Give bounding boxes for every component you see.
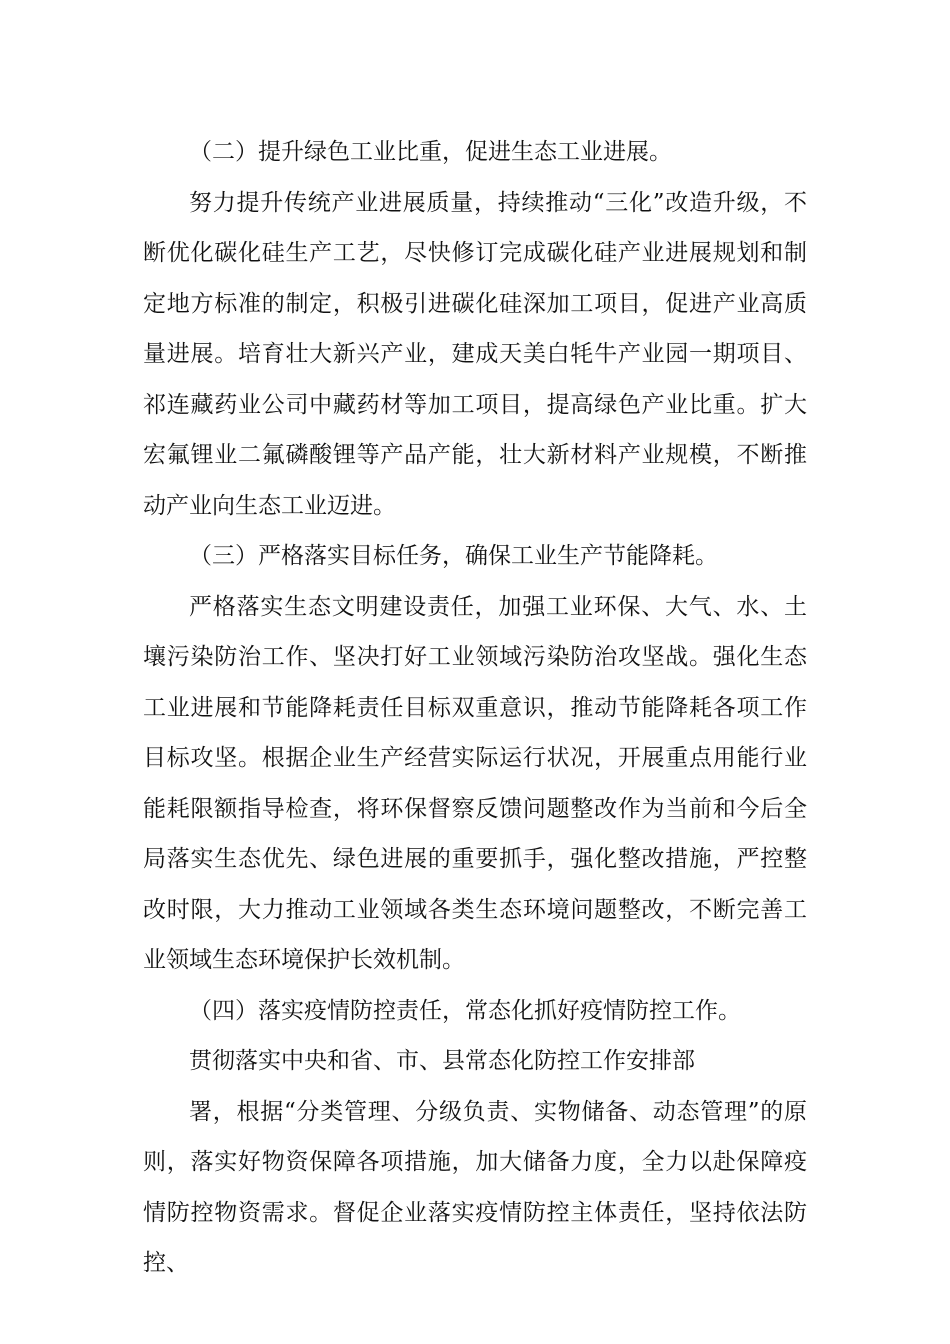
document-body [143,127,807,1289]
body-paragraph: 贯彻落实中央和省、市、县常态化防控工作安排部 [189,1048,695,1074]
body-paragraph: 严格落实生态文明建设责任，加强工业环保、大气、水、土壤污染防治工作、坚决打好工业领域污染防治攻坚战。强化生态工业进展和节能降耗责任目标双重意识，推动节能降耗各项工作目标攻坚。根据企业生产经营实际运行状况，开展重点用能行业能耗限额指导检查，将环保督察反馈问题整改作为当前和今后全局落实生态优先、绿色进展的重要抓手，强化整改措施，严控整改时限，大力推动工业领域各类生态环境问题整改，不断完善工业领域生态环境保护长效机制。 [143,593,807,973]
section-heading-4: （四）落实疫情防控责任，常态化抓好疫情防控工作。 [189,997,741,1024]
body-paragraph: 努力提升传统产业进展质量，持续推动“三化”改造升级，不断优化碳化硅生产工艺，尽快修订完成碳化硅产业进展规划和制定地方标准的制定，积极引进碳化硅深加工项目，促进产业高质量进展。培育壮大新兴产业，建成天美白牦牛产业园一期项目、祁连藏药业公司中藏药材等加工项目，提高绿色产业比重。扩大宏氟锂业二氟磷酸锂等产品产能，壮大新材料产业规模，不断推动产业向生态工业迈进。 [143,189,807,519]
body-paragraph: 署，根据“分类管理、分级负责、实物储备、动态管理”的原则，落实好物资保障各项措施，加大储备力度，全力以赴保障疫情防控物资需求。督促企业落实疫情防控主体责任，坚持依法防控、 [143,1098,807,1276]
section-heading-2: （二）提升绿色工业比重，促进生态工业进展。 [189,139,672,165]
section-heading-3: （三）严格落实目标任务，确保工业生产节能降耗。 [189,543,718,569]
